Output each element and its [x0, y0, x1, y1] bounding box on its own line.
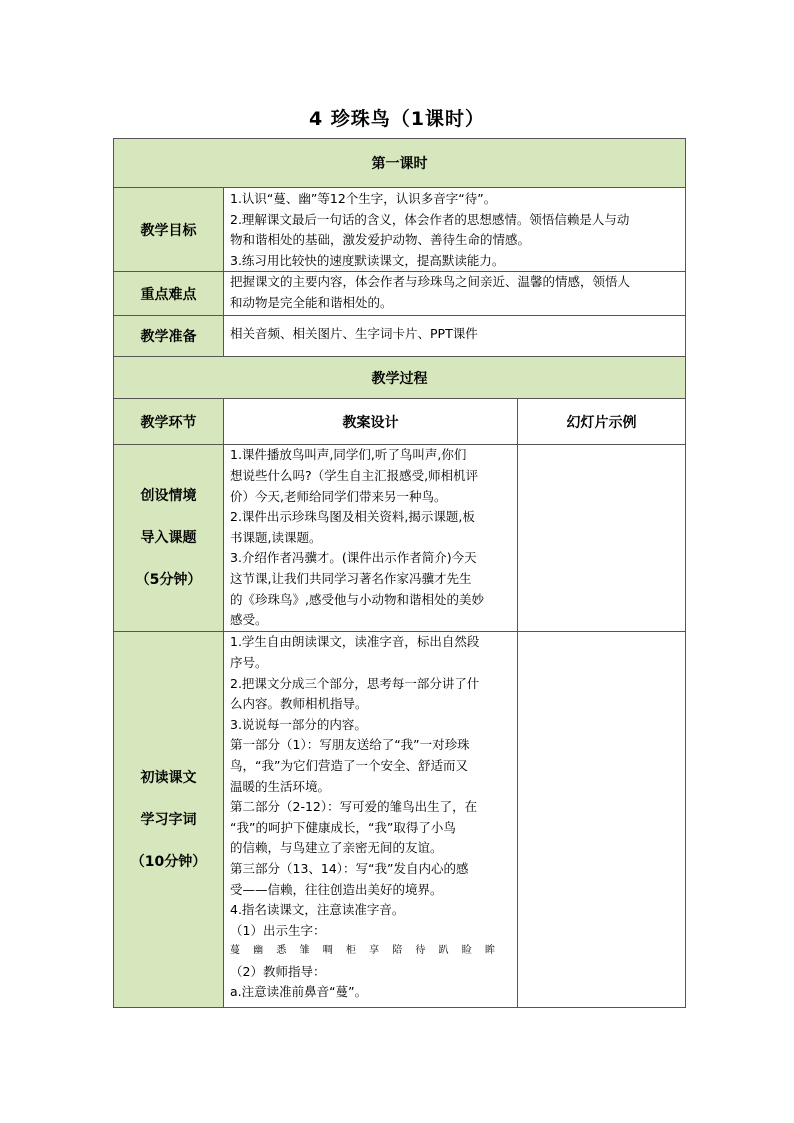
goals-content — [224, 188, 686, 272]
lesson-plan-table — [113, 138, 686, 1008]
phase2-line: （1）出示生字： — [230, 922, 326, 938]
phase1-line: 感受。 — [230, 612, 268, 628]
header-stage: 教学环节 — [114, 399, 224, 445]
phase2-line: 第三部分（13、14）：写“我”发自内心的感 — [230, 860, 469, 876]
header-design: 教案设计 — [224, 399, 518, 445]
phase1-line: 价）今天,老师给同学们带来另一种鸟。 — [230, 488, 447, 504]
phase2-line: 的信赖，与鸟建立了亲密无间的友谊。 — [230, 840, 443, 856]
keypoints-content — [224, 272, 686, 316]
phase1-design — [224, 445, 518, 632]
phase2-line: 温暖的生活环境。 — [230, 778, 331, 794]
prep-label: 教学准备 — [114, 316, 224, 357]
phase2-design — [224, 632, 518, 1008]
phase2-label-line: （10分钟） — [130, 853, 207, 870]
goals-label: 教学目标 — [114, 188, 224, 272]
phase1-label-line: 导入课题 — [140, 530, 197, 547]
phase2-line: 么内容。教师相机指导。 — [230, 696, 368, 712]
keypoints-line: 和动物是完全能和谐相处的。 — [230, 294, 393, 310]
phase1-line: 2.课件出示珍珠鸟图及相关资料,揭示课题,板 — [230, 509, 475, 525]
prep-content — [224, 316, 686, 357]
phase1-line: 的《珍珠鸟》,感受他与小动物和谐相处的美妙 — [230, 591, 484, 607]
document-title: 4 珍珠鸟（1课时） — [308, 108, 486, 130]
goals-line: 物和谐相处的基础，激发爱护动物、善待生命的情感。 — [230, 232, 531, 248]
phase1-line: 书课题,读课题。 — [230, 529, 322, 545]
phase2-line: 2.把课文分成三个部分，思考每一部分讲了什 — [230, 675, 480, 691]
section-first-lesson: 第一课时 — [114, 139, 686, 188]
goals-line: 1.认识“蔓、幽”等12个生字，认识多音字“待”。 — [230, 191, 497, 206]
phase2-line: 1.学生自由朗读课文，读准字音，标出自然段 — [230, 634, 480, 650]
phase2-line: 第二部分（2-12）：写可爱的雏鸟出生了，在 — [230, 799, 478, 815]
header-slides: 幻灯片示例 — [518, 399, 686, 445]
phase2-line: 序号。 — [230, 654, 268, 670]
phase2-line: a.注意读准前鼻音“蔓”。 — [230, 984, 368, 1000]
goals-line: 3.练习用比较快的速度默读课文，提高默读能力。 — [230, 252, 505, 268]
phase2-line: 鸟，“我”为它们营造了一个安全、舒适而又 — [230, 757, 468, 773]
phase1-label-line: 创设情境 — [140, 488, 197, 505]
phase1-line: 1.课件播放鸟叫声,同学们,听了鸟叫声,你们 — [230, 447, 467, 463]
keypoints-label: 重点难点 — [114, 272, 224, 316]
phase1-slides — [518, 445, 686, 632]
phase1-label-line: （5分钟） — [135, 572, 202, 589]
phase1-line: 想说些什么吗?（学生自主汇报感受,师相机评 — [230, 467, 479, 483]
phase2-line: （2）教师指导： — [230, 963, 326, 979]
phase2-label-line: 学习字词 — [140, 811, 197, 828]
phase1-line: 3.介绍作者冯骥才。(课件出示作者简介)今天 — [230, 550, 477, 566]
phase2-line: 第一部分（1）：写朋友送给了“我”一对珍珠 — [230, 737, 470, 753]
prep-text: 相关音频、相关图片、生字词卡片、PPT课件 — [230, 326, 478, 342]
keypoints-line: 把握课文的主要内容，体会作者与珍珠鸟之间亲近、温馨的情感，领悟人 — [230, 274, 631, 290]
phase2-line: 受——信赖，往往创造出美好的境界。 — [230, 881, 443, 897]
phase2-label-line: 初读课文 — [140, 769, 197, 786]
phase2-slides — [518, 632, 686, 1008]
goals-line: 2.理解课文最后一句话的含义，体会作者的思想感情。领悟信赖是人与动 — [230, 211, 630, 227]
phase2-line: 3.说说每一部分的内容。 — [230, 716, 367, 732]
section-teaching-process: 教学过程 — [114, 357, 686, 399]
new-characters: 蔓 幽 悉 雏 啁 柜 享 陪 待 趴 睑 眸 — [230, 945, 500, 957]
phase1-line: 这节课,让我们共同学习著名作家冯骥才先生 — [230, 570, 472, 586]
phase2-label — [114, 632, 224, 1008]
phase2-line: “我”的呵护下健康成长，“我”取得了小鸟 — [230, 819, 456, 835]
phase2-line: 4.指名读课文，注意读准字音。 — [230, 902, 405, 918]
phase1-label — [114, 445, 224, 632]
